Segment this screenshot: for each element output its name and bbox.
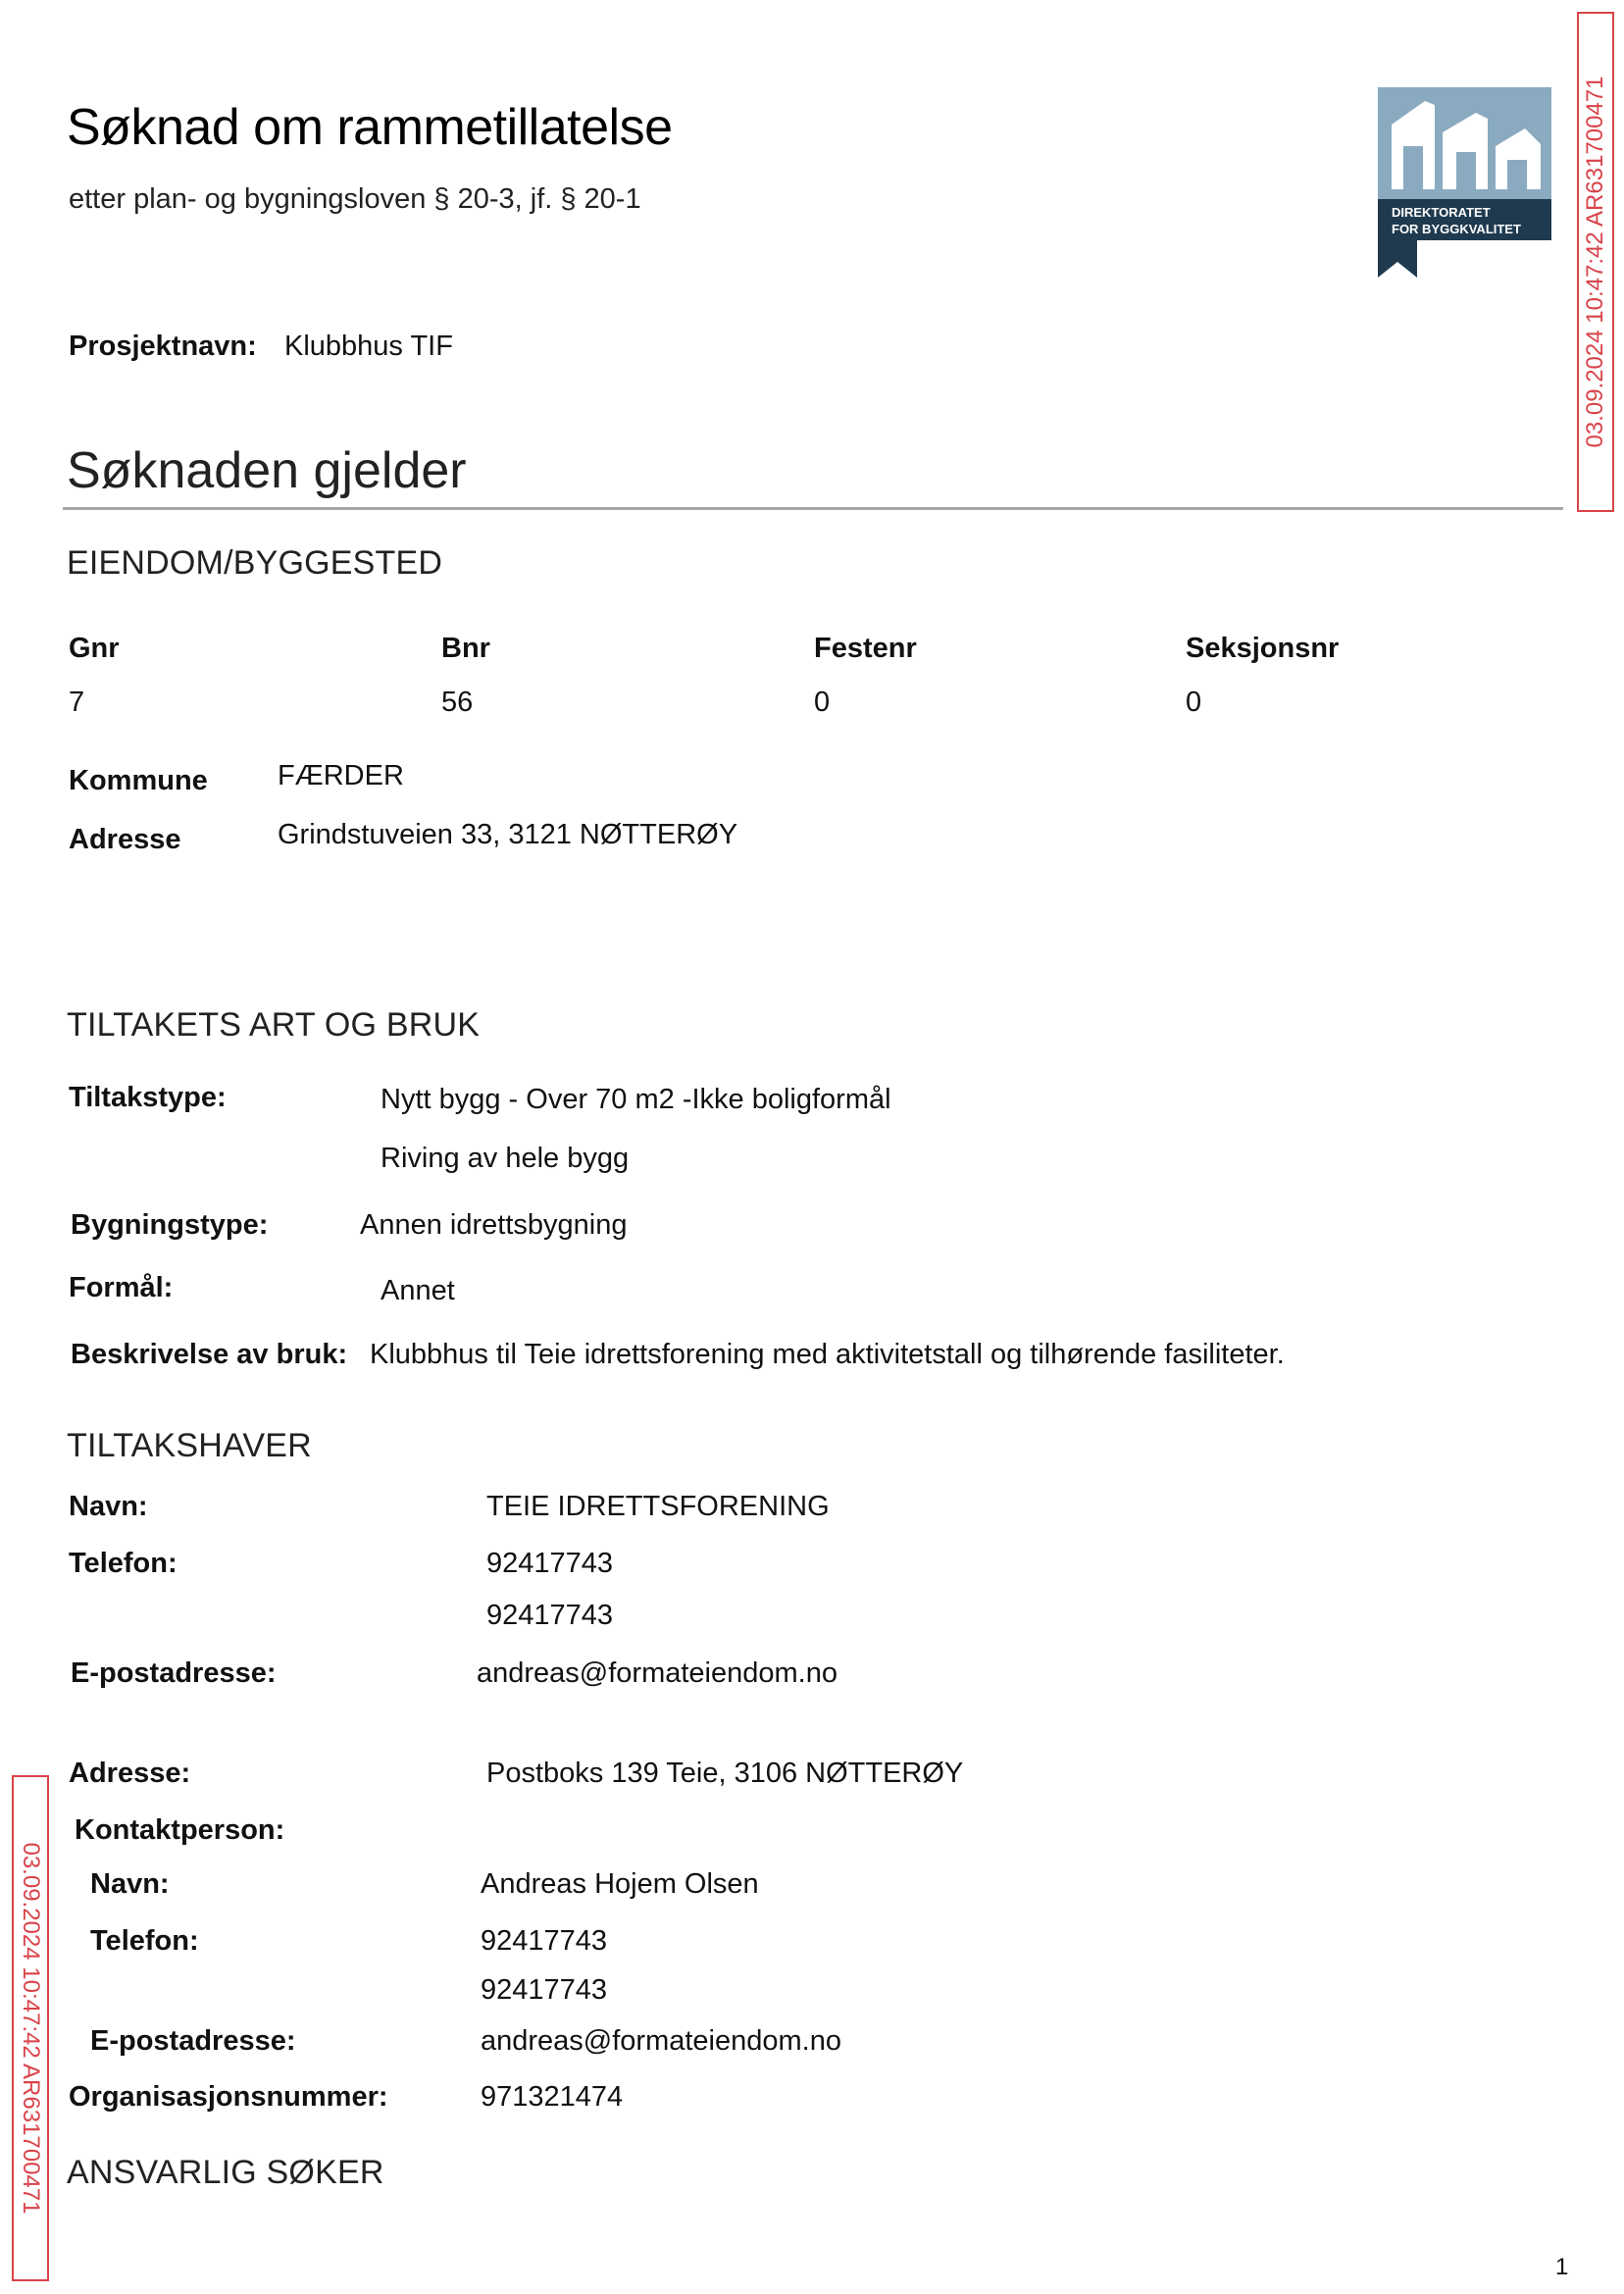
stamp-text: 03.09.2024 10:47:42 AR631700471: [1582, 76, 1608, 448]
tiltakshaver-adresse-label: Adresse:: [69, 1758, 191, 1789]
logo-line-1: DIREKTORATET: [1392, 205, 1491, 220]
tiltak-heading: TILTAKETS ART OG BRUK: [67, 1006, 481, 1044]
kommune-value: FÆRDER: [278, 760, 404, 791]
tiltakstype-label: Tiltakstype:: [69, 1082, 227, 1113]
dibk-logo-icon: [1378, 87, 1551, 278]
document-title: Søknad om rammetillatelse: [67, 99, 673, 156]
archive-stamp-left: [12, 1775, 49, 2281]
adresse-label: Adresse: [69, 824, 181, 855]
document-subtitle: etter plan- og bygningsloven § 20-3, jf. § 20-1: [69, 183, 641, 215]
kontakt-telefon-value-1: 92417743: [481, 1925, 608, 1957]
festenr-label: Festenr: [814, 633, 917, 664]
bygningstype-value: Annen idrettsbygning: [360, 1209, 628, 1241]
tiltakshaver-telefon-value-1: 92417743: [486, 1548, 614, 1579]
seksjonsnr-label: Seksjonsnr: [1186, 633, 1340, 664]
kommune-label: Kommune: [69, 765, 208, 796]
tiltakshaver-telefon-label: Telefon:: [69, 1548, 178, 1579]
gnr-value: 7: [69, 687, 85, 718]
formal-label: Formål:: [69, 1272, 174, 1303]
eiendom-heading: EIENDOM/BYGGESTED: [67, 544, 443, 582]
gnr-label: Gnr: [69, 633, 120, 664]
organisasjonsnummer-value: 971321474: [481, 2081, 624, 2113]
stamp-text: 03.09.2024 10:47:42 AR631700471: [18, 1842, 44, 2215]
tiltakstype-value-1: Nytt bygg - Over 70 m2 -Ikke boligformål: [381, 1084, 891, 1115]
tiltakshaver-telefon-value-2: 92417743: [486, 1600, 614, 1631]
kontakt-telefon-value-2: 92417743: [481, 1974, 608, 2006]
tiltakstype-value-2: Riving av hele bygg: [381, 1143, 630, 1174]
tiltakshaver-epost-label: E-postadresse:: [71, 1657, 277, 1689]
archive-stamp-right: [1577, 12, 1614, 512]
kontakt-navn-label: Navn:: [90, 1868, 170, 1900]
kontakt-navn-value: Andreas Hojem Olsen: [481, 1868, 759, 1900]
festenr-value: 0: [814, 687, 831, 718]
logo-line-2: FOR BYGGKVALITET: [1392, 222, 1521, 236]
beskrivelse-value: Klubbhus til Teie idrettsforening med aktivitetstall og tilhørende fasiliteter.: [370, 1339, 1285, 1370]
ansvarlig-soker-heading: ANSVARLIG SØKER: [67, 2154, 384, 2191]
project-value: Klubbhus TIF: [284, 331, 453, 362]
organisasjonsnummer-label: Organisasjonsnummer:: [69, 2081, 388, 2113]
section-title: Søknaden gjelder: [67, 442, 467, 499]
kontakt-telefon-label: Telefon:: [90, 1925, 199, 1957]
project-label: Prosjektnavn:: [69, 331, 257, 362]
page-number: 1: [1555, 2254, 1569, 2280]
kontaktperson-label: Kontaktperson:: [75, 1814, 285, 1846]
section-divider: [63, 507, 1563, 510]
beskrivelse-label: Beskrivelse av bruk:: [71, 1339, 348, 1370]
tiltakshaver-navn-label: Navn:: [69, 1491, 148, 1522]
bnr-label: Bnr: [441, 633, 490, 664]
tiltakshaver-heading: TILTAKSHAVER: [67, 1427, 312, 1464]
adresse-value: Grindstuveien 33, 3121 NØTTERØY: [278, 819, 738, 850]
kontakt-epost-value: andreas@formateiendom.no: [481, 2025, 841, 2057]
tiltakshaver-epost-value: andreas@formateiendom.no: [477, 1657, 837, 1689]
dibk-logo: [1378, 87, 1551, 278]
tiltakshaver-adresse-value: Postboks 139 Teie, 3106 NØTTERØY: [486, 1758, 964, 1789]
seksjonsnr-value: 0: [1186, 687, 1202, 718]
bygningstype-label: Bygningstype:: [71, 1209, 269, 1241]
formal-value: Annet: [381, 1275, 455, 1306]
kontakt-epost-label: E-postadresse:: [90, 2025, 296, 2057]
tiltakshaver-navn-value: TEIE IDRETTSFORENING: [486, 1491, 830, 1522]
bnr-value: 56: [441, 687, 474, 718]
